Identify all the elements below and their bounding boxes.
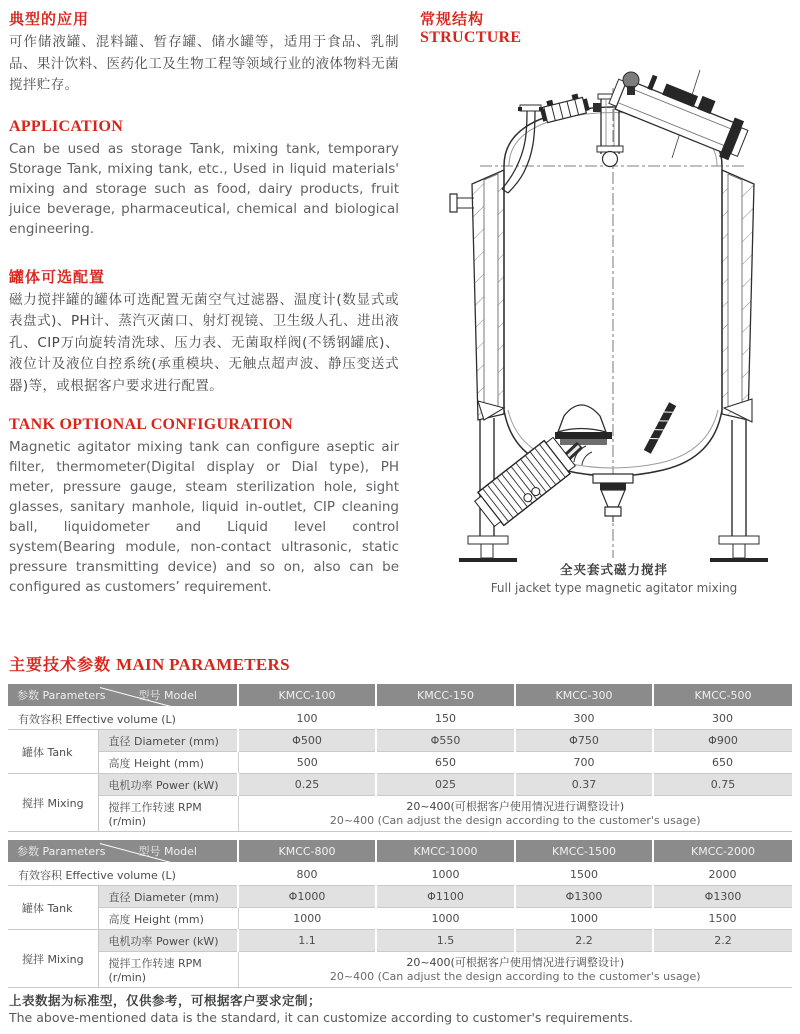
power-label: 电机功率 Power (kW) bbox=[98, 774, 238, 796]
value-cell: 300 bbox=[653, 707, 792, 730]
value-cell: Φ900 bbox=[653, 730, 792, 752]
rpm-note-zh: 20~400(可根据客户使用情况进行调整设计) bbox=[406, 799, 625, 813]
parameters-table-1 bbox=[8, 684, 792, 832]
value-cell: Φ1100 bbox=[376, 886, 515, 908]
value-cell: Φ1000 bbox=[238, 886, 376, 908]
diagram-caption-en: Full jacket type magnetic agitator mixing bbox=[490, 581, 738, 595]
power-row bbox=[8, 930, 792, 952]
value-cell: 300 bbox=[515, 707, 653, 730]
structure-title-zh: 常规结构 bbox=[420, 10, 485, 28]
value-cell: 2000 bbox=[653, 863, 792, 886]
footnote bbox=[9, 991, 789, 1025]
typical-application-title-zh: 典型的应用 bbox=[9, 10, 90, 28]
tank-optional-body-zh: 磁力搅拌罐的罐体可选配置无菌空气过滤器、温度计(数显式或表盘式)、PH计、蒸汽灭菌口、射灯视镜、卫生级人孔、进出液孔、CIP万向旋转清洗球、压力表、无菌取样阀(不锈钢罐底)、液位计及液位自控系统(承重模块、无触点超声波、静压变送式器)等，或根据客户要求进行配置。 bbox=[9, 291, 399, 394]
tank-optional-body-en: Magnetic agitator mixing tank can configure aseptic air filter, thermometer(Digital display or Dial type), PH meter, pressure gauge, steam sterilization hole, sight glasses, sanitary manhole, liquid in-outlet, CIP cleaning ball, liquidometer and Liquid level control system(Bearing module, non-contact ultrasonic, static pressure transmitting device) and so on, also can be configured as customers’ requirement. bbox=[9, 439, 399, 595]
rpm-row bbox=[8, 952, 792, 988]
value-cell: Φ500 bbox=[238, 730, 376, 752]
value-cell: 500 bbox=[238, 752, 376, 774]
diameter-row bbox=[8, 730, 792, 752]
value-cell: Φ1300 bbox=[653, 886, 792, 908]
value-cell: 1500 bbox=[653, 908, 792, 930]
value-cell: Φ550 bbox=[376, 730, 515, 752]
value-cell: 1.1 bbox=[238, 930, 376, 952]
param-header-label: 参数 Parameters bbox=[17, 845, 106, 858]
model-header-cell: KMCC-1000 bbox=[376, 840, 515, 863]
diameter-label: 直径 Diameter (mm) bbox=[98, 886, 238, 908]
model-header-cell: KMCC-800 bbox=[238, 840, 376, 863]
left-text-column bbox=[9, 8, 399, 597]
value-cell: 1500 bbox=[515, 863, 653, 886]
footnote-zh: 上表数据为标准型，仅供参考，可根据客户要求定制； bbox=[9, 993, 322, 1008]
value-cell: Φ1300 bbox=[515, 886, 653, 908]
power-label: 电机功率 Power (kW) bbox=[98, 930, 238, 952]
value-cell: 1000 bbox=[238, 908, 376, 930]
structure-title-en: STRUCTURE bbox=[420, 29, 522, 46]
model-header-cell: KMCC-1500 bbox=[515, 840, 653, 863]
tank-structure-diagram bbox=[428, 58, 800, 564]
power-row bbox=[8, 774, 792, 796]
table-header-row bbox=[8, 684, 792, 707]
diameter-row bbox=[8, 886, 792, 908]
value-cell: 650 bbox=[653, 752, 792, 774]
rpm-note-zh: 20~400(可根据客户使用情况进行调整设计) bbox=[406, 955, 625, 969]
tank-optional-title-zh: 罐体可选配置 bbox=[9, 267, 106, 286]
volume-row bbox=[8, 863, 792, 886]
main-parameters-title-zh: 主要技术参数 bbox=[9, 655, 112, 674]
model-header-label: 型号 Model bbox=[138, 689, 197, 702]
diagram-caption bbox=[428, 560, 800, 595]
height-row bbox=[8, 752, 792, 774]
param-model-header-cell bbox=[8, 684, 238, 707]
model-header-label: 型号 Model bbox=[138, 845, 197, 858]
value-cell: 0.25 bbox=[238, 774, 376, 796]
model-header-cell: KMCC-2000 bbox=[653, 840, 792, 863]
application-body-en: Can be used as storage Tank, mixing tank, temporary Storage Tank, mixing tank, etc., Used in liquid materials' mixing and storage such as food, dairy products, fruit juice beverage, pharmaceutical, chemical and biological engineering. bbox=[9, 140, 399, 237]
value-cell: 1000 bbox=[515, 908, 653, 930]
parameters-table-2 bbox=[8, 840, 792, 988]
value-cell: 650 bbox=[376, 752, 515, 774]
rpm-label: 搅拌工作转速 RPM (r/min) bbox=[98, 952, 238, 988]
param-model-header-cell bbox=[8, 840, 238, 863]
value-cell: 0.75 bbox=[653, 774, 792, 796]
height-label: 高度 Height (mm) bbox=[98, 908, 238, 930]
rpm-label: 搅拌工作转速 RPM (r/min) bbox=[98, 796, 238, 832]
rpm-note-cell bbox=[238, 952, 792, 988]
value-cell: 2.2 bbox=[515, 930, 653, 952]
structure-header bbox=[420, 8, 792, 47]
rpm-note-cell bbox=[238, 796, 792, 832]
tank-group-label: 罐体 Tank bbox=[8, 886, 98, 930]
height-row bbox=[8, 908, 792, 930]
model-header-cell: KMCC-500 bbox=[653, 684, 792, 707]
model-header-cell: KMCC-100 bbox=[238, 684, 376, 707]
value-cell: 800 bbox=[238, 863, 376, 886]
value-cell: 1000 bbox=[376, 863, 515, 886]
diameter-label: 直径 Diameter (mm) bbox=[98, 730, 238, 752]
rpm-note-en: 20~400 (Can adjust the design according to the customer's usage) bbox=[329, 969, 701, 983]
rpm-note-en: 20~400 (Can adjust the design according to the customer's usage) bbox=[329, 813, 701, 827]
main-parameters-title-en: MAIN PARAMETERS bbox=[116, 655, 290, 674]
volume-label: 有效容积 Effective volume (L) bbox=[8, 707, 238, 730]
tank-group-label: 罐体 Tank bbox=[8, 730, 98, 774]
volume-row bbox=[8, 707, 792, 730]
volume-label: 有效容积 Effective volume (L) bbox=[8, 863, 238, 886]
value-cell: 1000 bbox=[376, 908, 515, 930]
mixing-group-label: 搅拌 Mixing bbox=[8, 930, 98, 988]
footnote-en: The above-mentioned data is the standard, it can customize according to customer's requirements. bbox=[9, 1010, 633, 1025]
value-cell: Φ750 bbox=[515, 730, 653, 752]
application-title-en: APPLICATION bbox=[9, 117, 124, 135]
value-cell: 700 bbox=[515, 752, 653, 774]
model-header-cell: KMCC-150 bbox=[376, 684, 515, 707]
rpm-row bbox=[8, 796, 792, 832]
mixing-group-label: 搅拌 Mixing bbox=[8, 774, 98, 832]
value-cell: 150 bbox=[376, 707, 515, 730]
diagram-caption-zh: 全夹套式磁力搅拌 bbox=[559, 562, 668, 577]
value-cell: 100 bbox=[238, 707, 376, 730]
param-header-label: 参数 Parameters bbox=[17, 689, 106, 702]
value-cell: 2.2 bbox=[653, 930, 792, 952]
typical-application-body-zh: 可作储液罐、混料罐、暂存罐、储水罐等，适用于食品、乳制品、果汁饮料、医药化工及生物工程等领域行业的液体物料无菌搅拌贮存。 bbox=[9, 34, 399, 93]
value-cell: 025 bbox=[376, 774, 515, 796]
height-label: 高度 Height (mm) bbox=[98, 752, 238, 774]
model-header-cell: KMCC-300 bbox=[515, 684, 653, 707]
tank-optional-title-en: TANK OPTIONAL CONFIGURATION bbox=[9, 416, 293, 433]
value-cell: 1.5 bbox=[376, 930, 515, 952]
table-header-row bbox=[8, 840, 792, 863]
value-cell: 0.37 bbox=[515, 774, 653, 796]
main-parameters-heading bbox=[9, 652, 290, 675]
